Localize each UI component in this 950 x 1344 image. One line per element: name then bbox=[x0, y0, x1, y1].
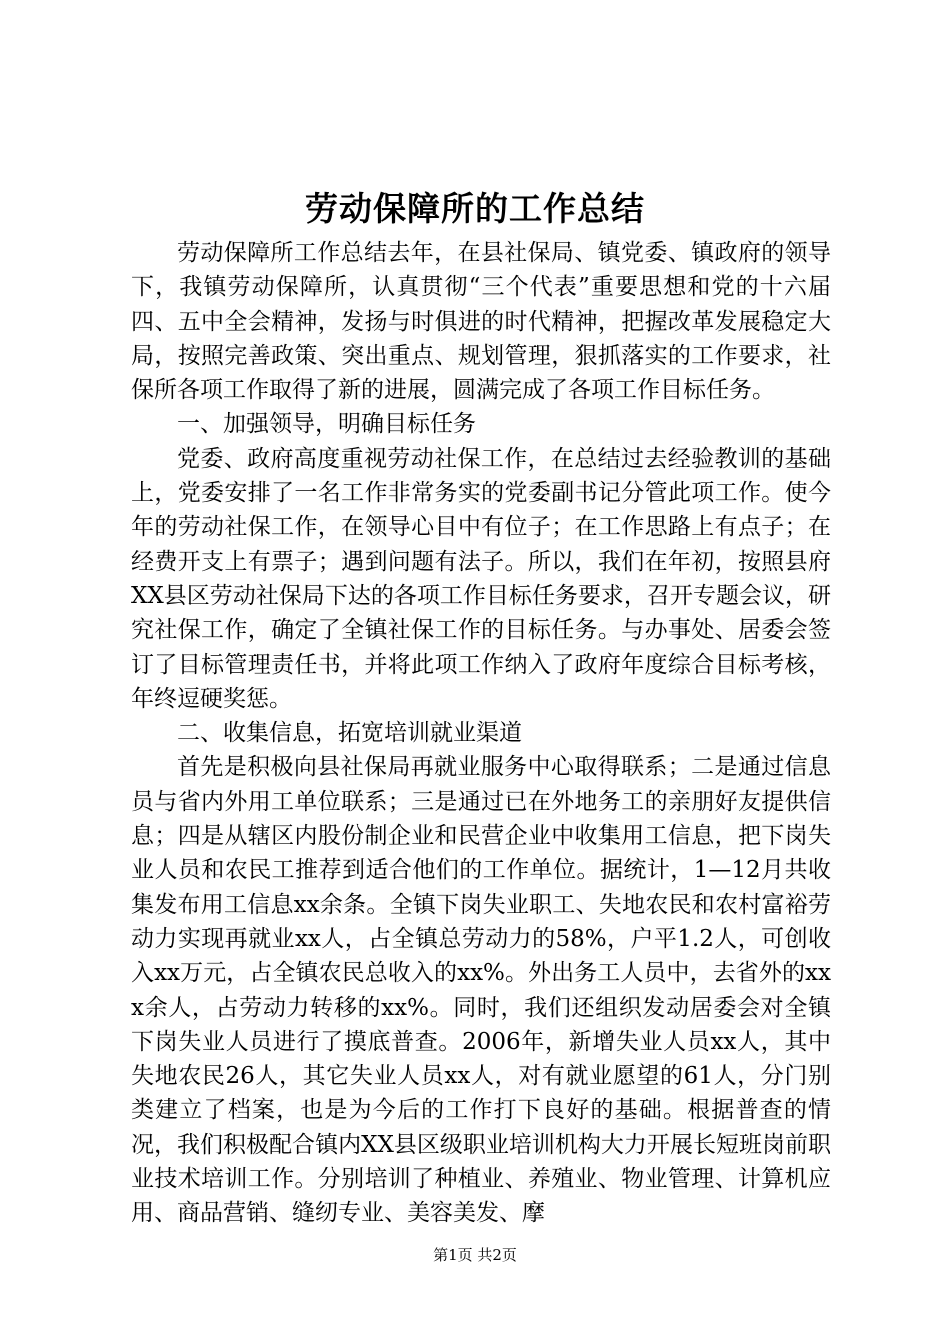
paragraph-section-2: 首先是积极向县社保局再就业服务中心取得联系；二是通过信息员与省内外用工单位联系；三是通过已在外地务工的亲朋好友提供信息；四是从辖区内股份制企业和民营企业中收集用工信息，把下岗失业人员和农民工推荐到适合他们的工作单位。据统计，1—12月共收集发布用工信息xx余条。全镇下岗失业职工、失地农民和农村富裕劳动力实现再就业xx人，占全镇总劳动力的58%，户平1.2人，可创收入xx万元，占全镇农民总收入的xx%。外出务工人员中，去省外的xxx余人，占劳动力转移的xx%。同时，我们还组织发动居委会对全镇下岗失业人员进行了摸底普查。2006年，新增失业人员xx人，其中失地农民26人，其它失业人员xx人，对有就业愿望的61人，分门别类建立了档案，也是为今后的工作打下良好的基础。根据普查的情况，我们积极配合镇内XX县区级职业培训机构大力开展长短班岗前职业技术培训工作。分别培训了种植业、养殖业、物业管理、计算机应用、商品营销、缝纫专业、美容美发、摩 bbox=[131, 754, 831, 1227]
section-heading-1: 一、加强领导，明确目标任务 bbox=[177, 411, 476, 438]
paragraph-intro: 劳动保障所工作总结去年，在县社保局、镇党委、镇政府的领导下，我镇劳动保障所，认真贯彻“三个代表”重要思想和党的十六届四、五中全会精神，发扬与时俱进的时代精神，把握改革发展稳定大局，按照完善政策、突出重点、规划管理，狠抓落实的工作要求，社保所各项工作取得了新的进展，圆满完成了各项工作目标任务。 bbox=[131, 240, 831, 404]
document-body bbox=[131, 236, 831, 1231]
section-heading-2: 二、收集信息，拓宽培训就业渠道 bbox=[177, 720, 522, 747]
document-title: 劳动保障所的工作总结 bbox=[305, 189, 645, 228]
page-footer: 第1页 共2页 bbox=[433, 1246, 517, 1264]
paragraph-section-1: 党委、政府高度重视劳动社保工作，在总结过去经验教训的基础上，党委安排了一名工作非常务实的党委副书记分管此项工作。使今年的劳动社保工作，在领导心目中有位子；在工作思路上有点子；在经费开支上有票子；遇到问题有法子。所以，我们在年初，按照县府XX县区劳动社保局下达的各项工作目标任务要求，召开专题会议，研究社保工作，确定了全镇社保工作的目标任务。与办事处、居委会签订了目标管理责任书，并将此项工作纳入了政府年度综合目标考核，年终逗硬奖惩。 bbox=[131, 445, 831, 712]
